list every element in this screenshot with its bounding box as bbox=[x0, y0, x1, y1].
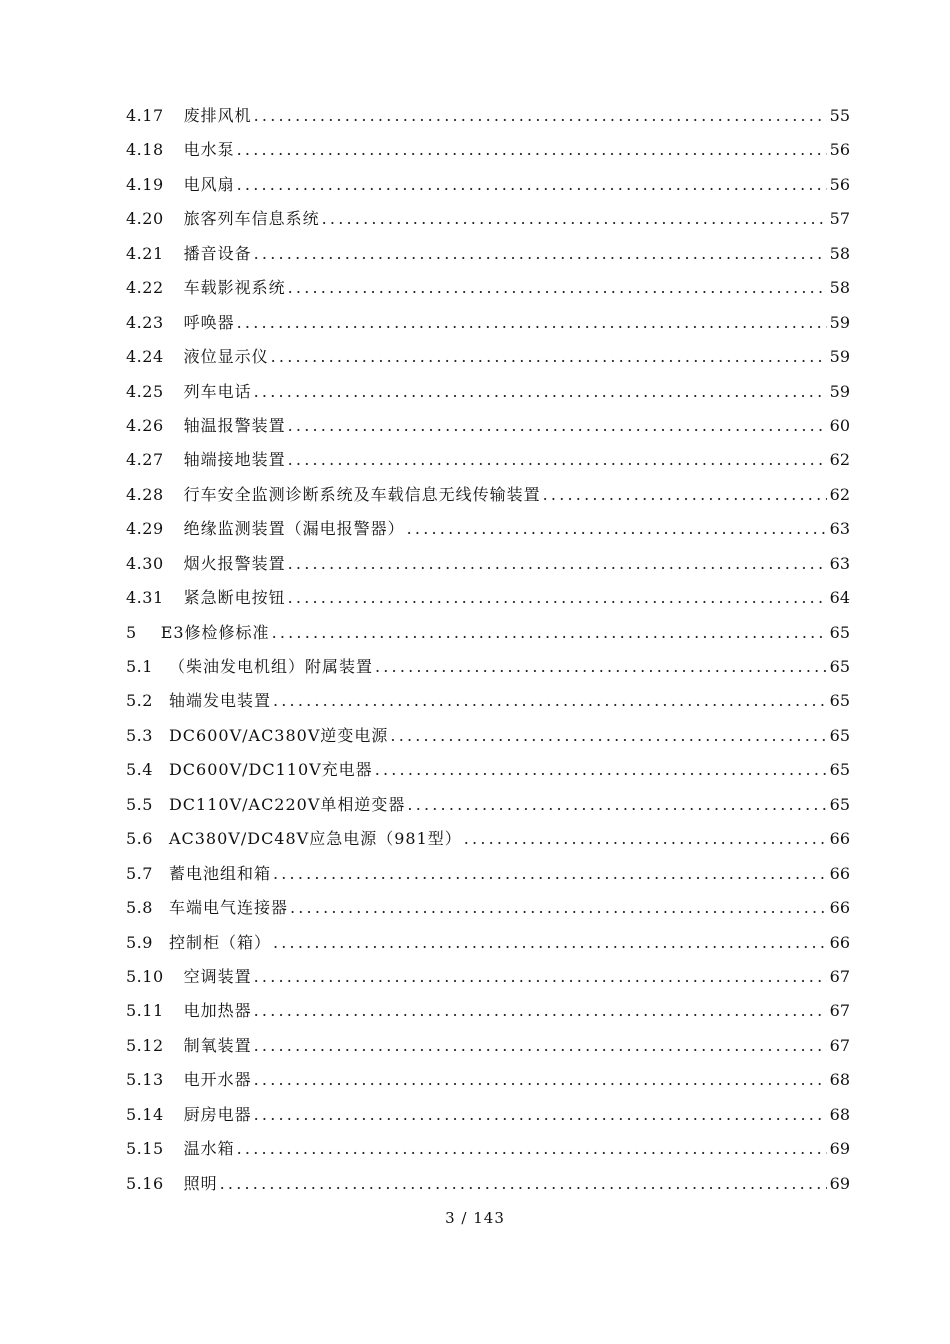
toc-entry[interactable] bbox=[126, 650, 850, 684]
toc-entry-page: 66 bbox=[829, 898, 850, 918]
toc-dot-leader bbox=[288, 581, 827, 615]
toc-entry-page: 65 bbox=[829, 760, 850, 780]
toc-entry-number: 4.26 bbox=[126, 415, 164, 435]
toc-entry-page: 65 bbox=[829, 794, 850, 814]
toc-entry-title: 紧急断电按钮 bbox=[183, 588, 286, 608]
toc-entry-page: 62 bbox=[829, 484, 850, 504]
toc-dot-leader bbox=[273, 857, 827, 891]
toc-dot-leader bbox=[237, 133, 827, 167]
toc-entry-page: 65 bbox=[829, 725, 850, 745]
toc-entry[interactable] bbox=[126, 409, 850, 443]
toc-entry[interactable] bbox=[126, 822, 850, 856]
toc-entry-page: 56 bbox=[829, 140, 850, 160]
toc-dot-leader bbox=[322, 202, 827, 236]
toc-entry-title: 温水箱 bbox=[183, 1139, 235, 1159]
toc-entry-page: 62 bbox=[829, 450, 850, 470]
toc-entry-title: 烟火报警装置 bbox=[183, 553, 286, 573]
toc-dot-leader bbox=[254, 1063, 827, 1097]
toc-dot-leader bbox=[288, 547, 827, 581]
toc-entry-number: 5.3 bbox=[126, 725, 153, 745]
toc-entry-title: 轴端接地装置 bbox=[183, 450, 286, 470]
toc-entry-title: 液位显示仪 bbox=[183, 347, 269, 367]
toc-entry-number: 4.31 bbox=[126, 588, 164, 608]
toc-entry-number: 5.16 bbox=[126, 1173, 164, 1193]
toc-dot-leader bbox=[375, 650, 827, 684]
toc-entry-title: 行车安全监测诊断系统及车载信息无线传输装置 bbox=[183, 484, 541, 504]
toc-entry[interactable] bbox=[126, 719, 850, 753]
toc-entry-title: 车端电气连接器 bbox=[168, 898, 288, 918]
toc-dot-leader bbox=[407, 788, 826, 822]
toc-entry-page: 69 bbox=[829, 1139, 850, 1159]
toc-entry-number: 5.15 bbox=[126, 1139, 164, 1159]
toc-dot-leader bbox=[273, 926, 827, 960]
toc-entry-title: 废排风机 bbox=[183, 106, 252, 125]
toc-entry[interactable] bbox=[126, 926, 850, 960]
toc-entry-title: 车载影视系统 bbox=[183, 278, 286, 298]
toc-dot-leader bbox=[375, 753, 827, 787]
toc-entry-number: 5.11 bbox=[126, 1001, 164, 1021]
toc-entry[interactable] bbox=[126, 133, 850, 167]
toc-entry-page: 66 bbox=[829, 829, 850, 849]
toc-dot-leader bbox=[254, 237, 827, 271]
toc-entry-title: 播音设备 bbox=[183, 243, 252, 263]
toc-entry-page: 64 bbox=[829, 588, 850, 608]
toc-entry[interactable] bbox=[126, 547, 850, 581]
toc-dot-leader bbox=[254, 960, 827, 994]
toc-entry[interactable] bbox=[126, 960, 850, 994]
toc-entry-title: 列车电话 bbox=[183, 381, 252, 401]
toc-entry-number: 4.17 bbox=[126, 106, 164, 125]
toc-dot-leader bbox=[237, 306, 827, 340]
toc-entry-page: 65 bbox=[829, 657, 850, 676]
toc-entry[interactable] bbox=[126, 443, 850, 477]
toc-entry[interactable] bbox=[126, 202, 850, 236]
toc-entry-title: 旅客列车信息系统 bbox=[183, 209, 320, 229]
toc-dot-leader bbox=[254, 1029, 827, 1063]
toc-entry[interactable] bbox=[126, 512, 850, 546]
toc-entry-page: 67 bbox=[829, 966, 850, 986]
toc-dot-leader bbox=[272, 616, 827, 650]
toc-dot-leader bbox=[271, 340, 827, 374]
toc-entry-title: 电开水器 bbox=[183, 1070, 252, 1090]
toc-entry-title: 呼唤器 bbox=[183, 312, 235, 332]
toc-entry[interactable] bbox=[126, 340, 850, 374]
toc-entry[interactable] bbox=[126, 1098, 850, 1132]
toc-entry-title: 制氧装置 bbox=[183, 1035, 252, 1055]
toc-entry[interactable] bbox=[126, 616, 850, 650]
toc-entry-number: 5.2 bbox=[126, 691, 153, 711]
toc-entry[interactable] bbox=[126, 237, 850, 271]
toc-entry-title: 空调装置 bbox=[183, 966, 252, 986]
toc-entry-page: 56 bbox=[829, 174, 850, 194]
toc-entry-title: 蓄电池组和箱 bbox=[168, 863, 271, 883]
toc-entry-page: 59 bbox=[829, 312, 850, 332]
toc-entry[interactable] bbox=[126, 1132, 850, 1166]
toc-entry[interactable] bbox=[126, 1063, 850, 1097]
toc-entry-title: DC110V/AC220V单相逆变器 bbox=[168, 794, 406, 814]
toc-entry-number: 4.23 bbox=[126, 312, 164, 332]
page-number-footer: 3 / 143 bbox=[445, 1209, 505, 1227]
toc-entry-number: 5.6 bbox=[126, 829, 153, 849]
toc-entry-title: 轴端发电装置 bbox=[168, 691, 271, 711]
toc-entry-number: 4.25 bbox=[126, 381, 164, 401]
toc-entry[interactable] bbox=[126, 994, 850, 1028]
toc-dot-leader bbox=[237, 1132, 827, 1166]
toc-entry-page: 66 bbox=[829, 932, 850, 952]
toc-entry-page: 65 bbox=[829, 691, 850, 711]
toc-entry[interactable] bbox=[126, 306, 850, 340]
toc-entry[interactable] bbox=[126, 753, 850, 787]
toc-entry-number: 5.12 bbox=[126, 1035, 164, 1055]
toc-entry-number: 5.7 bbox=[126, 863, 153, 883]
toc-entry-page: 55 bbox=[829, 106, 850, 125]
toc-entry-page: 65 bbox=[829, 622, 850, 642]
toc-entry-number: 4.20 bbox=[126, 209, 164, 229]
toc-dot-leader bbox=[237, 168, 827, 202]
toc-dot-leader bbox=[288, 271, 827, 305]
toc-entry-title: 电风扇 bbox=[183, 174, 235, 194]
toc-entry-title: DC600V/DC110V充电器 bbox=[168, 760, 373, 780]
toc-entry-title: 电水泵 bbox=[183, 140, 235, 160]
toc-entry-page: 63 bbox=[829, 553, 850, 573]
toc-entry[interactable] bbox=[126, 271, 850, 305]
toc-entry-number: 4.30 bbox=[126, 553, 164, 573]
toc-entry-title: 厨房电器 bbox=[183, 1104, 252, 1124]
toc-entry-page: 60 bbox=[829, 415, 850, 435]
toc-entry[interactable] bbox=[126, 99, 850, 133]
toc-entry-number: 5.10 bbox=[126, 966, 164, 986]
toc-dot-leader bbox=[390, 719, 826, 753]
toc-dot-leader bbox=[290, 891, 827, 925]
toc-entry-page: 58 bbox=[829, 243, 850, 263]
toc-entry-page: 66 bbox=[829, 863, 850, 883]
toc-dot-leader bbox=[288, 443, 827, 477]
toc-entry-number: 5.8 bbox=[126, 898, 153, 918]
toc-dot-leader bbox=[464, 822, 827, 856]
toc-entry[interactable] bbox=[126, 1167, 850, 1201]
toc-dot-leader bbox=[254, 994, 827, 1028]
toc-entry-number: 4.28 bbox=[126, 484, 164, 504]
toc-entry-title: 绝缘监测装置（漏电报警器） bbox=[183, 519, 405, 539]
toc-dot-leader bbox=[288, 409, 827, 443]
toc-entry-number: 5.4 bbox=[126, 760, 153, 780]
toc-entry[interactable] bbox=[126, 168, 850, 202]
toc-entry-title: 控制柜（箱） bbox=[168, 932, 271, 952]
toc-entry-page: 58 bbox=[829, 278, 850, 298]
toc-entry[interactable] bbox=[126, 857, 850, 891]
toc-dot-leader bbox=[220, 1167, 827, 1201]
toc-entry-page: 59 bbox=[829, 381, 850, 401]
toc-entry-number: 5.1 bbox=[126, 657, 153, 676]
toc-entry[interactable] bbox=[126, 684, 850, 718]
toc-entry-number: 5 bbox=[126, 622, 137, 642]
toc-dot-leader bbox=[407, 512, 827, 546]
toc-entry-number: 5.13 bbox=[126, 1070, 164, 1090]
toc-entry-title: 照明 bbox=[183, 1173, 218, 1193]
toc-dot-leader bbox=[254, 1098, 827, 1132]
toc-entry-title: 电加热器 bbox=[183, 1001, 252, 1021]
toc-entry-number: 4.21 bbox=[126, 243, 164, 263]
toc-entry[interactable] bbox=[126, 788, 850, 822]
toc-entry-title: AC380V/DC48V应急电源（981型） bbox=[168, 829, 462, 849]
toc-entry-page: 67 bbox=[829, 1001, 850, 1021]
toc-entry[interactable] bbox=[126, 1029, 850, 1063]
toc-entry-page: 63 bbox=[829, 519, 850, 539]
table-of-contents bbox=[126, 99, 850, 1201]
toc-entry-number: 5.9 bbox=[126, 932, 153, 952]
toc-entry-number: 4.19 bbox=[126, 174, 164, 194]
toc-entry-number: 4.22 bbox=[126, 278, 164, 298]
toc-dot-leader bbox=[543, 478, 827, 512]
toc-entry-number: 4.27 bbox=[126, 450, 164, 470]
toc-entry-page: 67 bbox=[829, 1035, 850, 1055]
toc-dot-leader bbox=[254, 99, 827, 133]
toc-entry-title: 轴温报警装置 bbox=[183, 415, 286, 435]
toc-entry-page: 68 bbox=[829, 1104, 850, 1124]
toc-entry[interactable] bbox=[126, 478, 850, 512]
toc-entry-page: 68 bbox=[829, 1070, 850, 1090]
toc-entry[interactable] bbox=[126, 581, 850, 615]
toc-entry-number: 5.14 bbox=[126, 1104, 164, 1124]
toc-entry-title: E3修检修标准 bbox=[160, 622, 270, 642]
toc-entry-number: 5.5 bbox=[126, 794, 153, 814]
toc-entry-title: DC600V/AC380V逆变电源 bbox=[168, 725, 389, 745]
toc-entry-number: 4.18 bbox=[126, 140, 164, 160]
toc-entry-page: 59 bbox=[829, 347, 850, 367]
toc-dot-leader bbox=[254, 375, 827, 409]
toc-entry-title: （柴油发电机组）附属装置 bbox=[168, 657, 373, 676]
toc-entry-page: 69 bbox=[829, 1173, 850, 1193]
toc-entry-number: 4.29 bbox=[126, 519, 164, 539]
toc-entry-page: 57 bbox=[829, 209, 850, 229]
toc-entry[interactable] bbox=[126, 891, 850, 925]
toc-entry[interactable] bbox=[126, 375, 850, 409]
toc-entry-number: 4.24 bbox=[126, 347, 164, 367]
toc-dot-leader bbox=[273, 684, 827, 718]
